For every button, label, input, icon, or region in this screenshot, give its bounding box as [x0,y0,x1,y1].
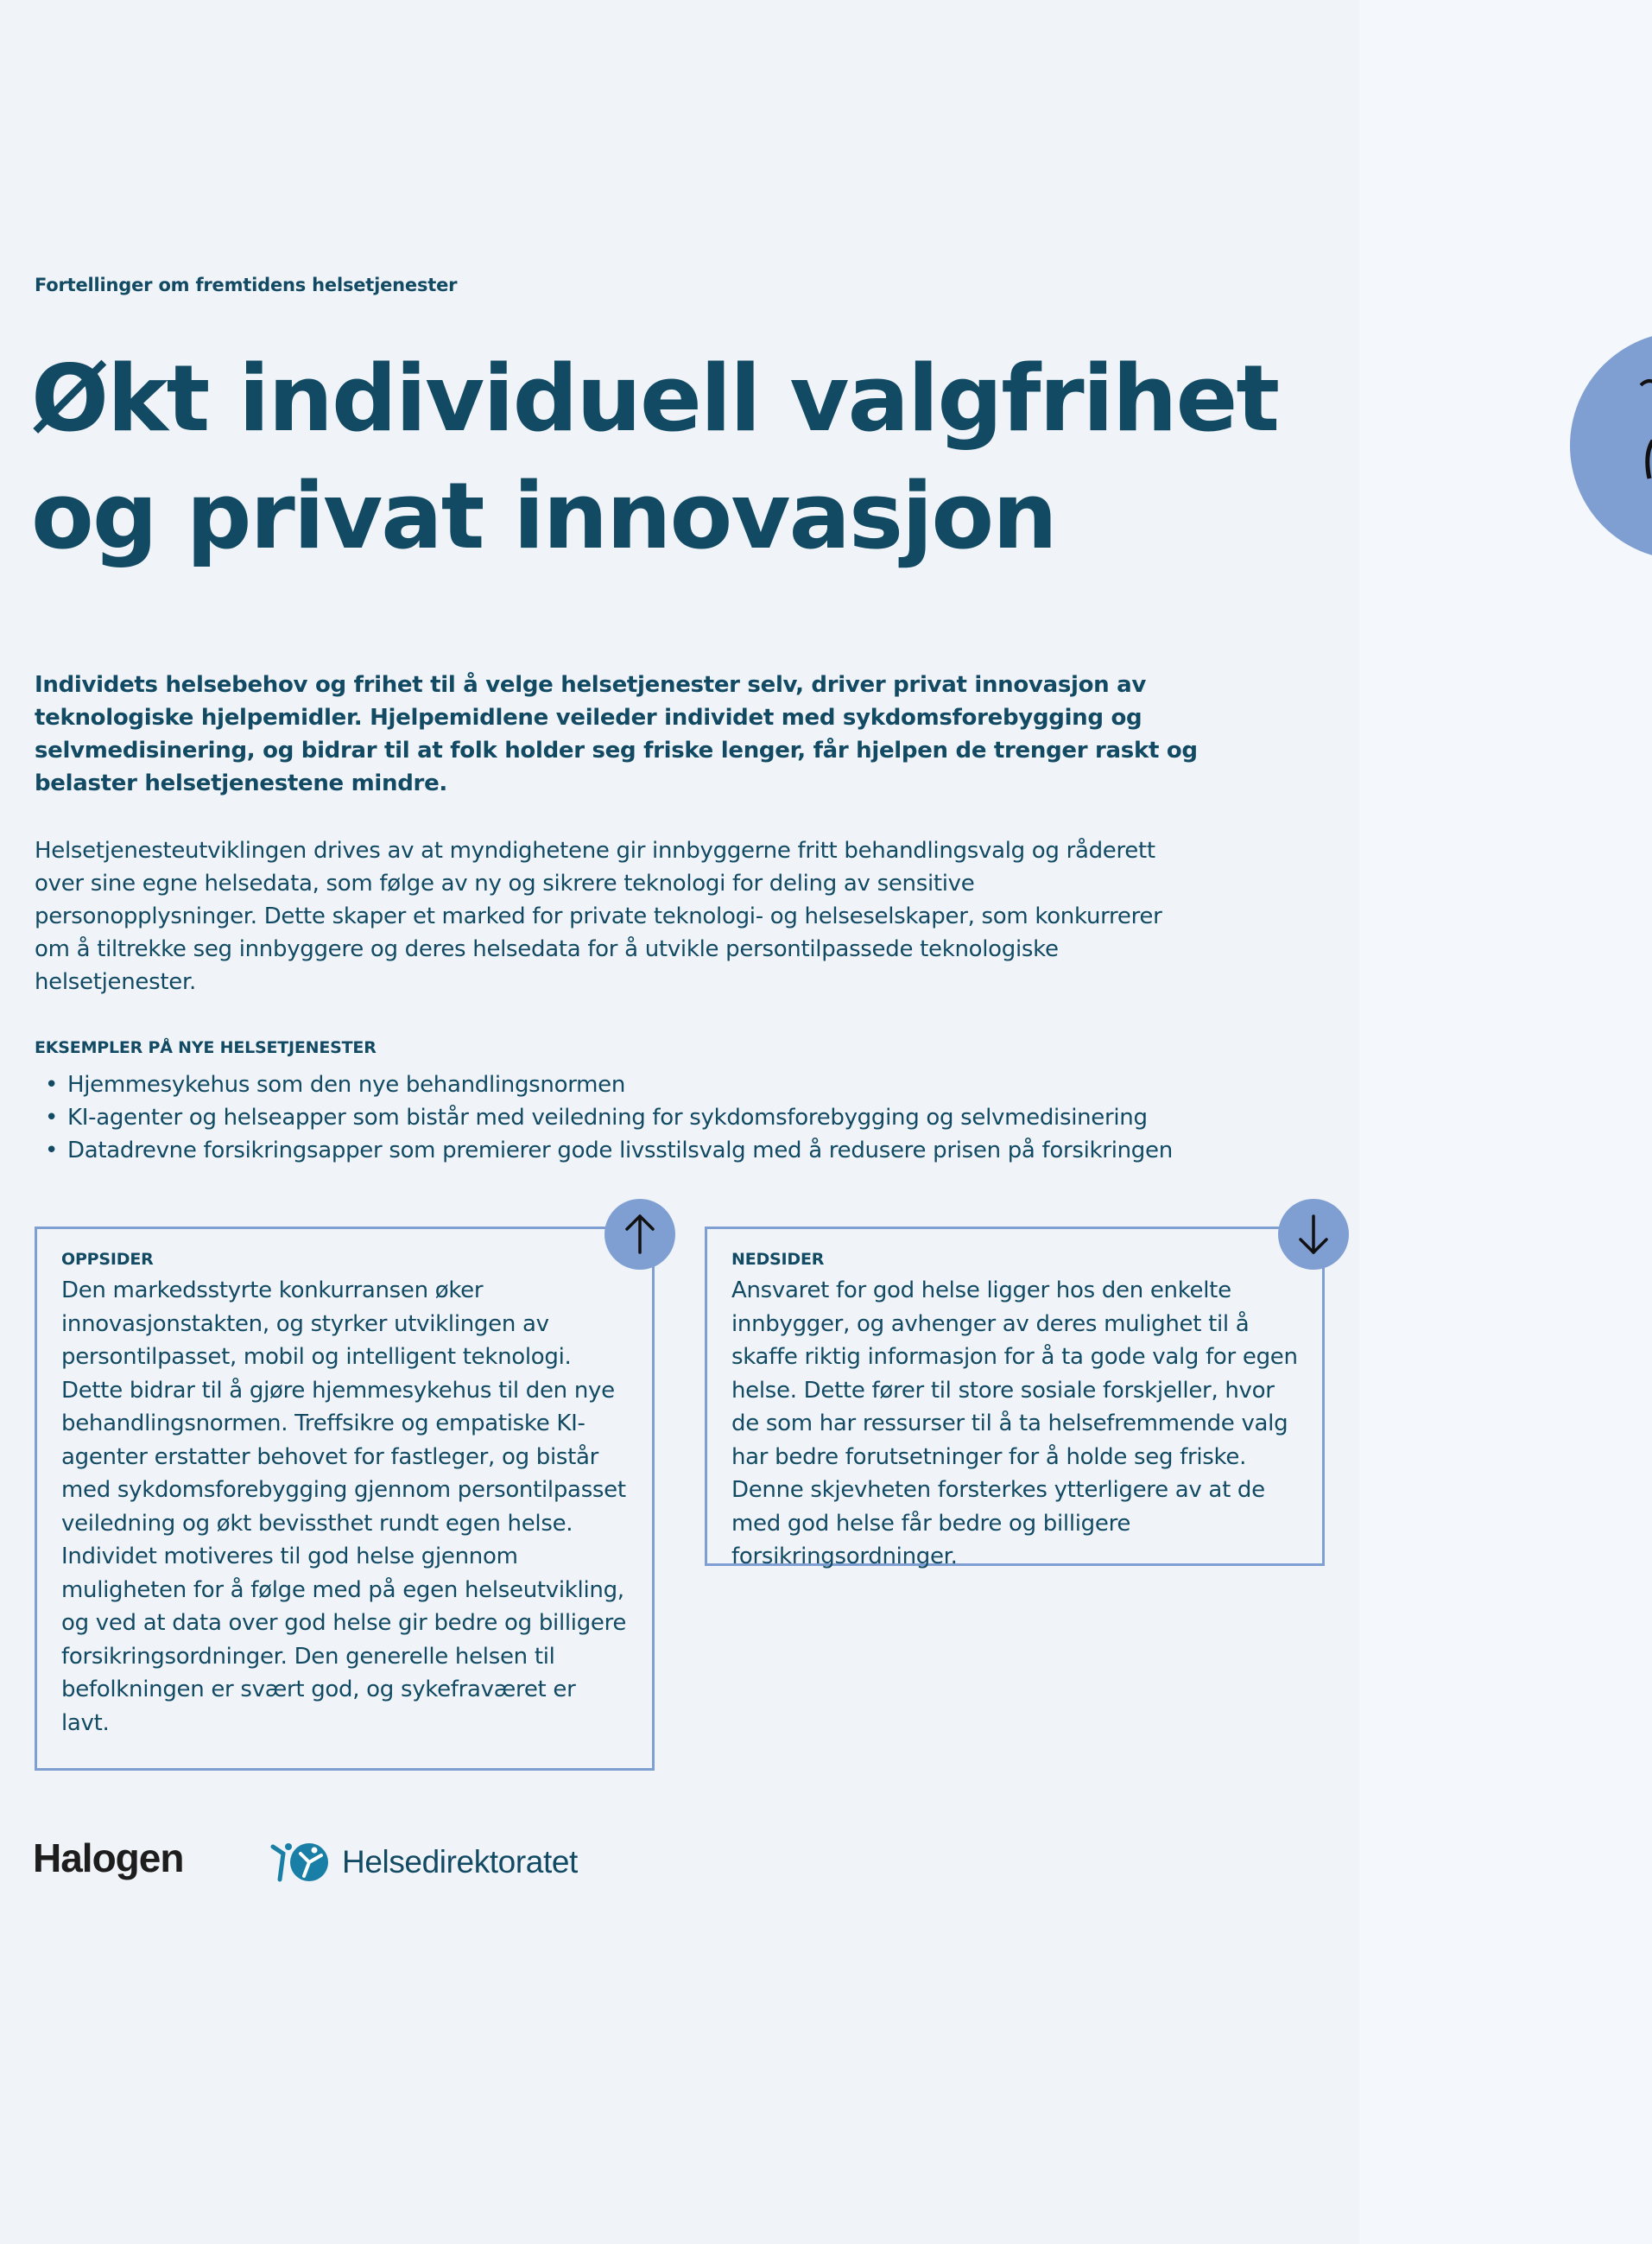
downsides-badge [1278,1199,1349,1270]
examples-list [35,1068,1173,1167]
page-title-line-1: Økt individuell valgfrihet [31,345,1279,452]
page-title-line-2: og privat innovasjon [31,463,1056,569]
downsides-label: NEDSIDER [731,1250,825,1269]
body-paragraph: Helsetjenesteutviklingen drives av at myndighetene gir innbyggerne fritt behandlingsvalg og råderett over sine egne helsedata, som følge av ny og sikrere teknologi for deling av sensitive personopplysninger. Dette skaper et marked for private teknologi- og helseselskaper, som konkurrerer om å tiltrekke seg innbyggere og deres helsedata for å utvikle persontilpassede teknologiske helsetjenester. [35,838,1162,995]
helsedirektoratet-label: Helsedirektoratet [342,1844,578,1880]
page-title [31,340,1326,575]
arrow-up-icon [604,1199,675,1270]
kicker: Fortellinger om fremtidens helsetjenester [35,275,458,295]
upsides-badge [604,1199,675,1270]
illustration-figure-icon [1570,332,1652,560]
halogen-logo: Halogen [33,1835,184,1880]
downsides-box [705,1227,1325,1569]
list-item: • KI-agenter og helseapper som bistår med veiledning for sykdomsforebygging og selvmedisinering [35,1101,1173,1134]
upsides-box [35,1227,655,1771]
list-item: • Hjemmesykehus som den nye behandlingsnormen [35,1068,1173,1101]
downsides-text: Ansvaret for god helse ligger hos den enkelte innbygger, og avhenger av deres mulighet til å skaffe riktig informasjon for å ta gode valg for egen helse. Dette fører til store sosiale forskjeller, hvor de som har ressurser til å ta helsefremmende valg har bedre forutsetninger for å holde seg friske. Denne skjevheten forsterkes ytterligere av at de med god helse får bedre og billigere forsikringsordninger. [731,1277,1298,1569]
list-item: • Datadrevne forsikringsapper som premierer gode livsstilsvalg med å redusere prisen på forsikringen [35,1134,1173,1167]
examples-heading: EKSEMPLER PÅ NYE HELSETJENESTER [35,1038,377,1057]
upsides-text: Den markedsstyrte konkurransen øker innovasjonstakten, og styrker utviklingen av persontilpasset, mobil og intelligent teknologi. Dette bidrar til å gjøre hjemmesykehus til den nye behandlingsnormen. Treffsikre og empatiske KI-agenter erstatter behovet for fastleger, og bistår med sykdomsforebygging gjennom persontilpasset veiledning og økt bevissthet rundt egen helse. Individet motiveres til god helse gjennom muligheten for å følge med på egen helseutvikling, og ved at data over god helse gir bedre og billigere forsikringsordninger. Den generelle helsen til befolkningen er svært god, og sykefraværet er lavt. [61,1277,627,1736]
illustration-circle [1570,332,1652,560]
lead-paragraph: Individets helsebehov og frihet til å velge helsetjenester selv, driver privat innovasjon av teknologiske hjelpemidler. Hjelpemidlene veileder individet med sykdomsforebygging og selvmedisinering, og bidrar til at folk holder seg friske lenger, får hjelpen de trenger raskt og belaster helsetjenestene mindre. [35,672,1198,796]
upsides-label: OPPSIDER [61,1250,154,1269]
helsedirektoratet-mark-icon [269,1840,330,1885]
arrow-down-icon [1278,1199,1349,1270]
helsedirektoratet-logo [269,1840,578,1885]
